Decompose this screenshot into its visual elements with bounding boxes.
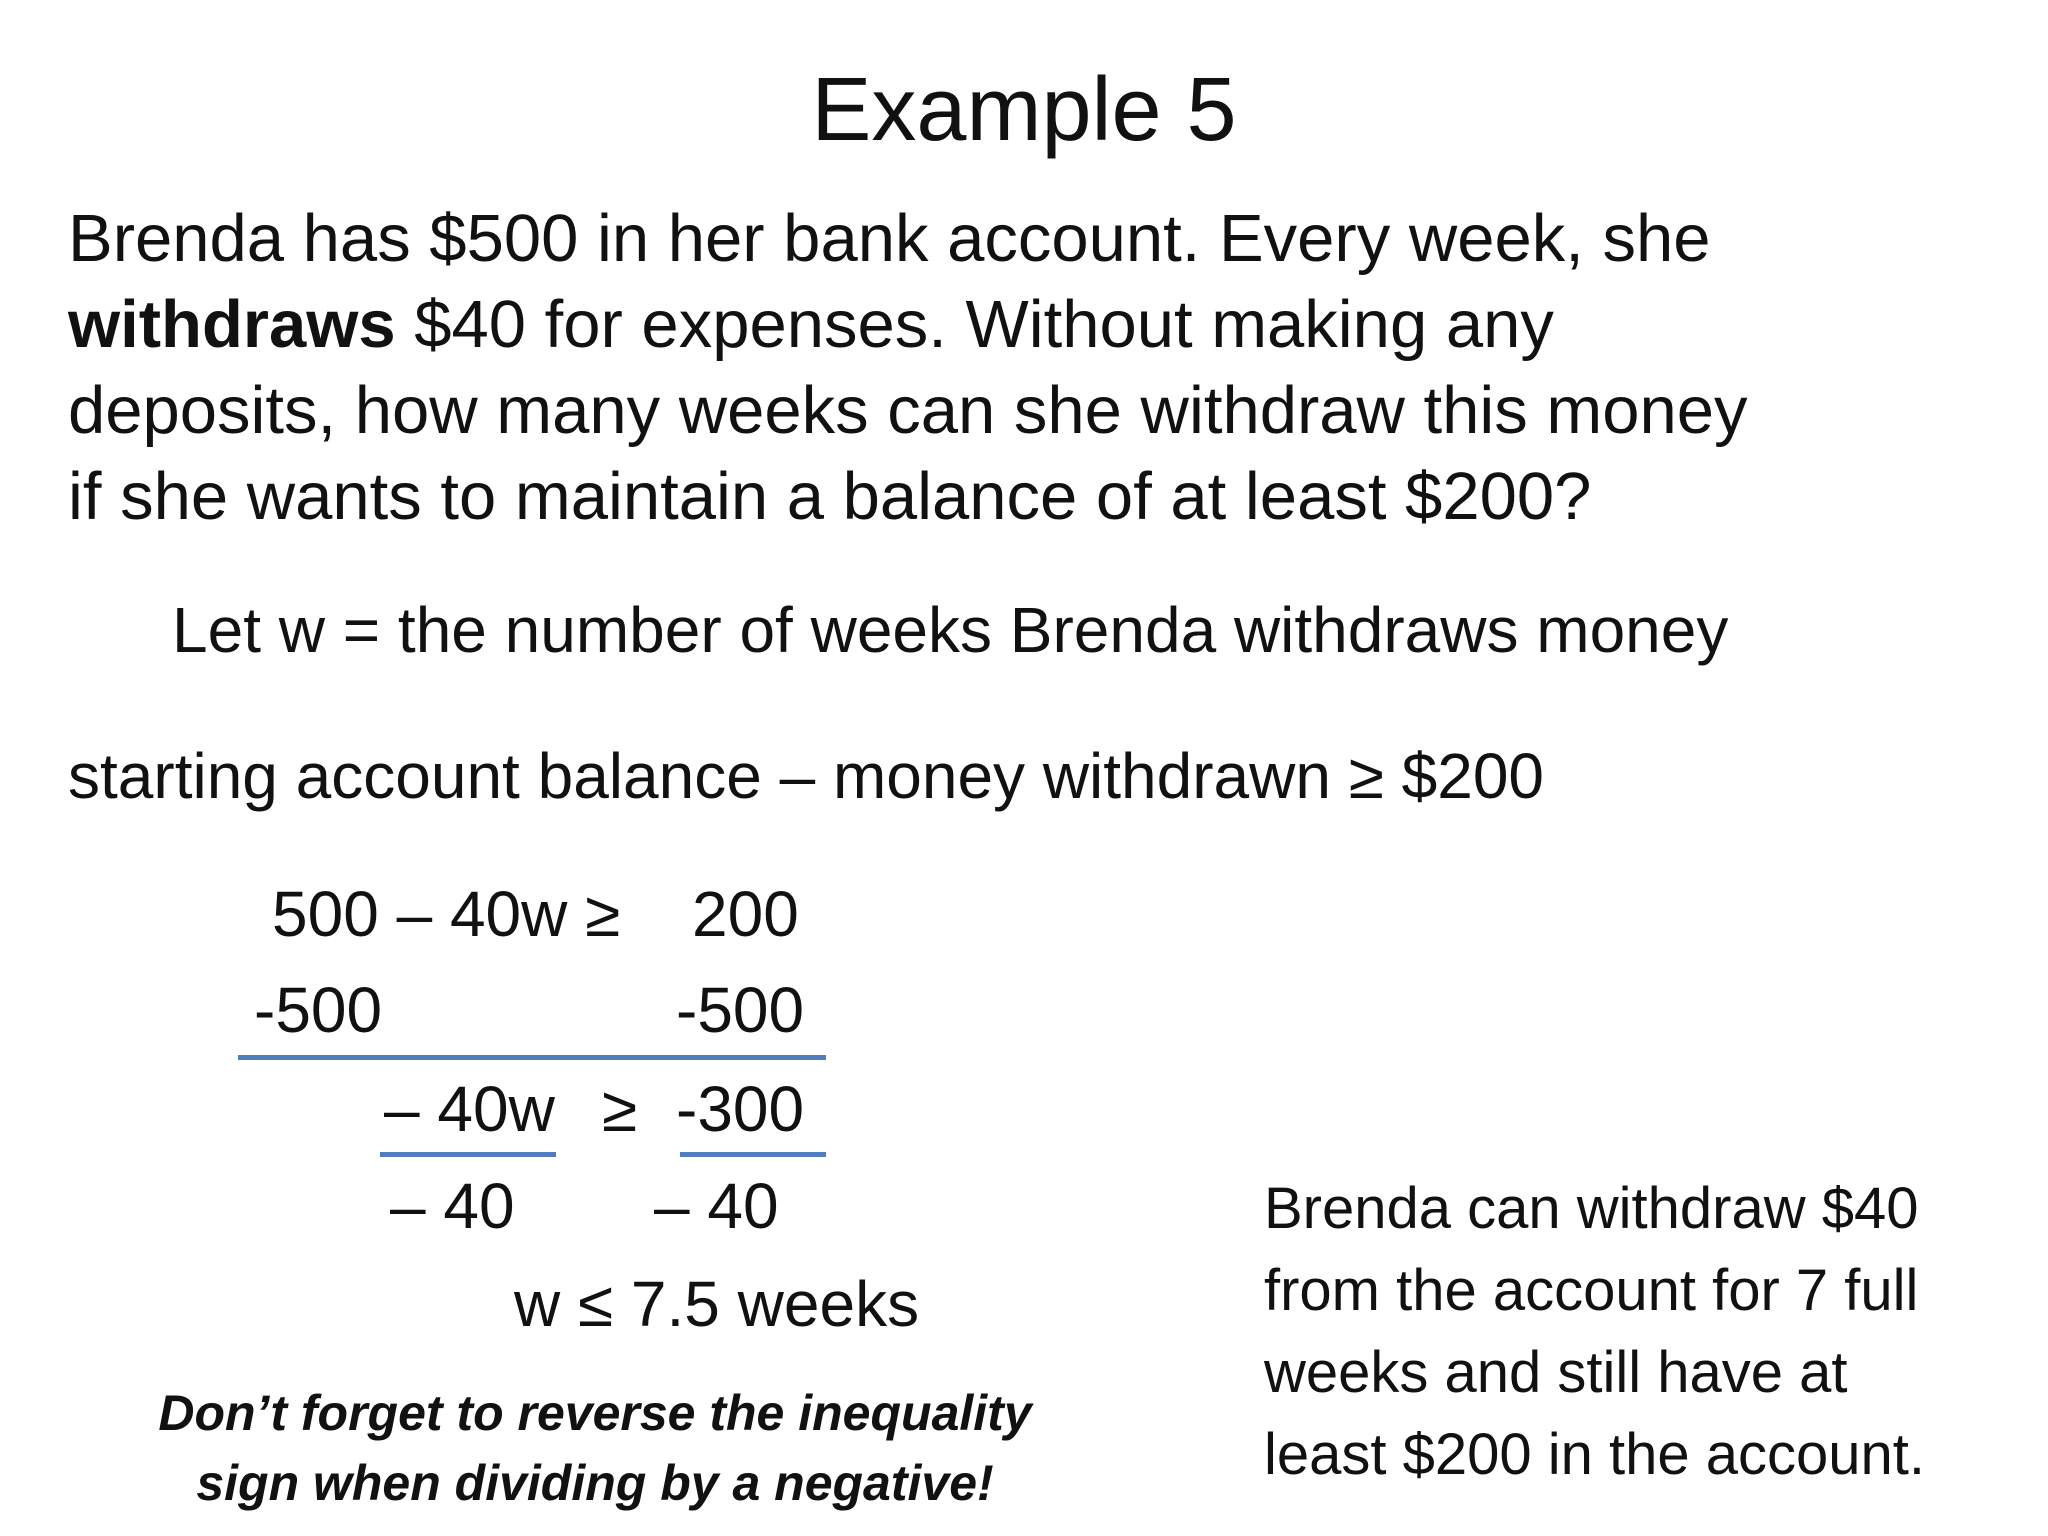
division-rule-left <box>380 1152 556 1157</box>
problem-line-3: deposits, how many weeks can she withdraw this money <box>68 373 1748 448</box>
step4-left: – 40 <box>390 1170 515 1242</box>
answer-line-2: from the account for 7 full <box>1264 1258 1919 1323</box>
answer-line-4: least $200 in the account. <box>1264 1422 1926 1487</box>
answer-line-3: weeks and still have at <box>1264 1340 1848 1405</box>
subtraction-rule <box>238 1055 826 1060</box>
reverse-sign-tip <box>100 1378 1090 1518</box>
problem-line-2 <box>68 282 2028 368</box>
problem-line-2-rest: $40 for expenses. Without making any <box>395 287 1554 362</box>
step3-right: -300 <box>676 1073 805 1145</box>
step3-sign: ≥ <box>602 1073 638 1145</box>
problem-line-4: if she wants to maintain a balance of at least $200? <box>68 459 1592 534</box>
answer-statement <box>1264 1168 2024 1496</box>
variable-definition: Let w = the number of weeks Brenda withdraws money <box>172 594 1729 666</box>
step1-right: 200 <box>692 878 799 950</box>
division-rule-right <box>680 1152 826 1157</box>
step4-right: – 40 <box>654 1170 779 1242</box>
verbal-model: starting account balance – money withdrawn ≥ $200 <box>68 740 1544 812</box>
tip-line-2: sign when dividing by a negative! <box>196 1455 994 1511</box>
problem-bold-withdraws: withdraws <box>68 287 396 362</box>
step1-left: 500 – 40w ≥ <box>272 878 621 950</box>
step2-left: -500 <box>254 974 383 1046</box>
slide-title: Example 5 <box>811 60 1237 160</box>
tip-line-1: Don’t forget to reverse the inequality <box>158 1385 1032 1441</box>
problem-statement <box>68 196 2028 540</box>
answer-line-1: Brenda can withdraw $40 <box>1264 1176 1919 1241</box>
step2-right: -500 <box>676 974 805 1046</box>
step3-left: – 40w <box>384 1073 555 1145</box>
solution-result: w ≤ 7.5 weeks <box>514 1268 920 1340</box>
problem-line-1: Brenda has $500 in her bank account. Every week, she <box>68 201 1711 276</box>
